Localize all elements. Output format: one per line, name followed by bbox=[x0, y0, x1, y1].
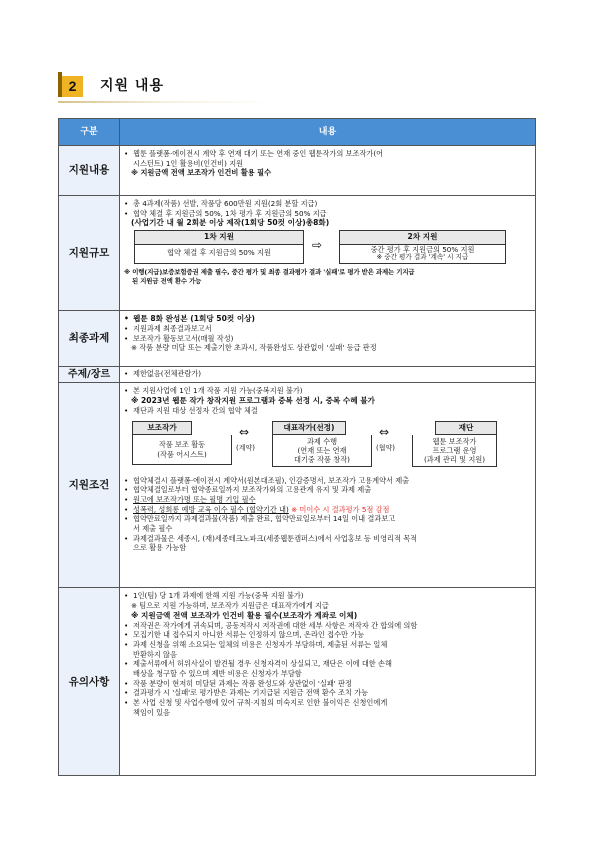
list-item: • 웹툰 플랫폼·에이전시 계약 후 연재 대기 또는 연재 중인 웹툰작가의 보조작가(어 시스턴트) 1인 활용비(인건비) 지원 bbox=[124, 149, 530, 168]
row-notes bbox=[59, 588, 536, 776]
lead-author-desc: 과제 수행 (연재 또는 연재 대기중 작품 창작) bbox=[272, 435, 372, 467]
notice-text: ※ 2023년 웹툰 작가 창작지원 프로그램과 중복 선정 시, 중복 수혜 불가 bbox=[131, 396, 375, 406]
right-arrow-icon: ⇨ bbox=[312, 238, 323, 253]
header-category: 구분 bbox=[59, 119, 120, 146]
list-item: • 지원과제 최종결과보고서 bbox=[124, 324, 530, 334]
contract-diagram bbox=[124, 418, 530, 474]
lead-author-box bbox=[272, 421, 372, 467]
notice-text: ※ 팀으로 지원 가능하며, 보조작가 지원금은 대표작가에게 지급 bbox=[131, 601, 329, 611]
list-item: • 과제결과물은 세종시, (재)세종테크노파크(세종웹툰캠퍼스)에서 사업홍보 등 비영리적 목적 으로 활용 가능함 bbox=[124, 534, 530, 553]
contract-tag: (계약) bbox=[236, 443, 255, 452]
row-conditions bbox=[59, 383, 536, 588]
list-item: • 보조작가 활동보고서(매월 작성) bbox=[124, 334, 530, 344]
label-support-content: 지원내용 bbox=[59, 146, 120, 196]
label-notes: 유의사항 bbox=[59, 588, 120, 776]
list-item: • 모집기한 내 접수되지 아니한 서류는 인정하지 않으며, 온라인 접수만 가능 bbox=[124, 630, 530, 640]
list-item: • 본 사업 신청 및 사업수행에 있어 규칙·지침의 미숙지로 인한 불이익은 신청인에게 책임이 있음 bbox=[124, 698, 530, 717]
list-item: • 제한없음(전체관람가) bbox=[124, 369, 530, 379]
list-item: • 총 4과제(작품) 선발, 작품당 600만원 지원(2회 분할 지급) bbox=[124, 199, 530, 209]
section-underline bbox=[58, 101, 273, 103]
notice-text: ※ 지원금액 전액 보조작가 인건비 활용 필수(보조작가 계좌로 이체) bbox=[131, 610, 358, 620]
row-final-task bbox=[59, 311, 536, 367]
support-table bbox=[58, 118, 536, 776]
final-task-cell bbox=[120, 311, 536, 367]
label-conditions: 지원조건 bbox=[59, 383, 120, 588]
second-payment-box bbox=[339, 230, 506, 264]
list-item: • 작품 분량이 현저히 미달된 과제는 작품 완성도와 상관없이 '실패' 판정 bbox=[124, 679, 530, 689]
second-payment-title: 2차 지원 bbox=[340, 231, 505, 244]
foundation-title: 재단 bbox=[435, 421, 497, 435]
list-item: • 협약 체결 후 지원금의 50%, 1차 평가 후 지원금의 50% 지급 bbox=[124, 209, 530, 219]
list-item: • 과제 신청을 위해 소요되는 일체의 비용은 신청자가 부담하며, 제출된 서류는 일체 반환하지 않음 bbox=[124, 640, 530, 659]
assistant-desc: 작품 보조 활동 (작품 어시스트) bbox=[132, 435, 232, 465]
list-item: • 협약체결시 플랫폼·에이전시 계약서(원본대조필), 인감증명서, 보조작가 고용계약서 제출 bbox=[124, 476, 530, 486]
row-theme bbox=[59, 367, 536, 383]
first-payment-box bbox=[134, 230, 304, 264]
header-content: 내용 bbox=[120, 119, 536, 146]
agreement-tag: (협약) bbox=[376, 443, 395, 452]
scale-cell bbox=[120, 196, 536, 311]
label-theme: 주제/장르 bbox=[59, 367, 120, 383]
assistant-box bbox=[132, 421, 232, 465]
list-item: • 협약만료일까지 과제결과물(작품) 제출 완료, 협약만료일로부터 14일 이내 결과보고 서 제출 필수 bbox=[124, 514, 530, 533]
section-number: 2 bbox=[62, 76, 83, 97]
lead-author-title: 대표작가(선정) bbox=[272, 421, 346, 435]
conditions-cell bbox=[120, 383, 536, 588]
list-item: • 웹툰 8화 완성본 (1회당 50컷 이상) bbox=[124, 314, 530, 324]
label-final-task: 최종과제 bbox=[59, 311, 120, 367]
list-item: • 본 지원사업에 1인 1개 작품 지원 가능(중복지원 불가) bbox=[124, 386, 530, 396]
notes-cell bbox=[120, 588, 536, 776]
payment-diagram bbox=[124, 230, 530, 266]
list-item: • 성폭력, 성희롱 예방 교육 이수 필수 (협약기간 내) ※ 미이수 시 결과평가 5점 감점 bbox=[124, 505, 530, 515]
assistant-title: 보조작가 bbox=[132, 421, 192, 435]
double-arrow-icon: ⇔ bbox=[379, 424, 390, 439]
row-scale bbox=[59, 196, 536, 311]
notice-text: ※ 지원금액 전액 보조작가 인건비 활용 필수 bbox=[131, 168, 272, 178]
section-title: 지원 내용 bbox=[100, 78, 164, 94]
theme-cell bbox=[120, 367, 536, 383]
notice-text: ※ 작품 분량 미달 또는 제출기한 초과시, 작품완성도 상관없이 '실패' 등급 판정 bbox=[131, 343, 377, 353]
first-payment-desc: 협약 체결 후 지원금의 50% 지원 bbox=[167, 247, 271, 257]
period-text: (사업기간 내 월 2회분 이상 제작(1회당 50컷 이상)총8화) bbox=[131, 218, 330, 228]
clawback-note: ※ 이행(지급)보증보험증권 제출 필수, 중간 평가 및 최종 결과평가 결과 '실패'로 평가 받은 과제는 기지급 된 지원금 전액 환수 가능 bbox=[124, 268, 415, 286]
list-item: • 1인(팀) 당 1개 과제에 한해 지원 가능(중복 지원 불가) bbox=[124, 591, 530, 601]
list-item: • 협약체결일로부터 협약종료일까지 보조작가와의 고용관계 유지 및 과제 제출 bbox=[124, 485, 530, 495]
list-item: • 결과평가 시 '실패'로 평가받은 과제는 기지급된 지원금 전액 환수 조치 가능 bbox=[124, 688, 530, 698]
support-content-cell bbox=[120, 146, 536, 196]
foundation-box bbox=[412, 421, 497, 467]
label-scale: 지원규모 bbox=[59, 196, 120, 311]
list-item: • 저작권은 작가에게 귀속되며, 공동저작시 저작권에 대한 세부 사항은 저작자 간 합의에 의함 bbox=[124, 621, 530, 631]
row-support-content bbox=[59, 146, 536, 196]
list-item: • 원고에 보조작가명 또는 필명 기입 필수 bbox=[124, 495, 530, 505]
table-header-row bbox=[59, 119, 536, 146]
section-header bbox=[58, 72, 538, 102]
first-payment-title: 1차 지원 bbox=[135, 231, 303, 244]
penalty-warning: ※ 미이수 시 결과평가 5점 감점 bbox=[291, 504, 390, 514]
foundation-desc: 웹툰 보조작가 프로그램 운영 (과제 관리 및 지원) bbox=[412, 435, 497, 467]
second-payment-desc: 중간 평가 후 지원금의 50% 지원 ※ 중간 평가 결과 '계속' 시 지급 bbox=[370, 244, 475, 262]
list-item: • 제출서류에서 허위사실이 발견될 경우 신청자격이 상실되고, 재단은 이에 대한 손해 배상을 청구할 수 있으며 제반 비용은 신청자가 부담함 bbox=[124, 659, 530, 678]
list-item: • 재단과 지원 대상 선정자 간의 협약 체결 bbox=[124, 406, 530, 416]
double-arrow-icon: ⇔ bbox=[239, 424, 250, 439]
